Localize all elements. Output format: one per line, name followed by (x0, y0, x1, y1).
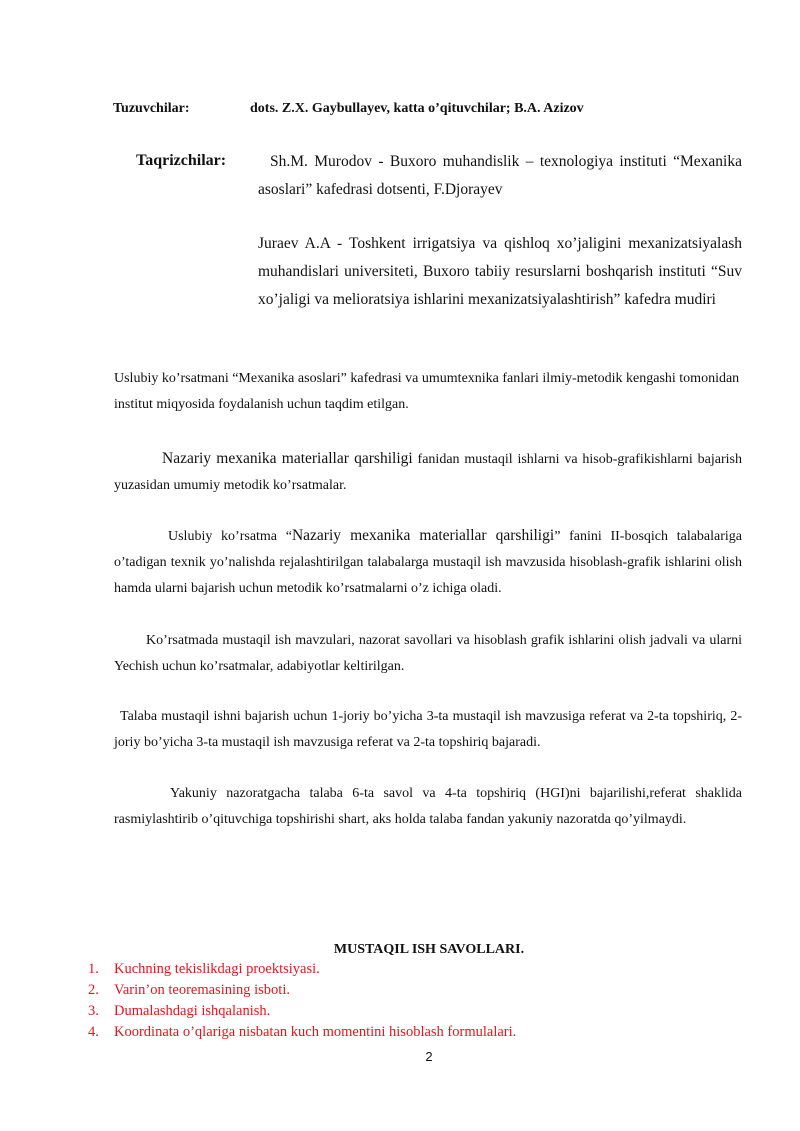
list-item-number: 3. (88, 1003, 99, 1019)
list-item-text: Varin’on teoremasining isboti. (114, 982, 290, 998)
reviewer-entry: Sh.M. Murodov - Buxoro muhandislik – texnologiya instituti “Mexanika asoslari” kafedrasi dotsenti, F.Djorayev (258, 153, 742, 198)
compilers-names: dots. Z.X. Gaybullayev, katta o’qituvchilar; B.A. Azizov (250, 101, 584, 116)
list-item (88, 1001, 748, 1022)
scope-paragraph (114, 523, 742, 602)
approval-paragraph: Uslubiy ko’rsatmani “Mexanika asoslari” kafedrasi va umumtexnika fanlari ilmiy-metodik kengashi tomonidan institut miqyosida foydalanish uchun taqdim etilgan. (114, 371, 740, 412)
content-paragraph: Ko’rsatmada mustaqil ish mavzulari, nazorat savollari va hisoblash grafik ishlarini olish jadvali va ularni Yechish uchun ko’rsatmalar, adabiyotlar keltirilgan. (114, 633, 742, 674)
title-paragraph (114, 446, 742, 499)
list-item-text: Koordinata o’qlariga nisbatan kuch momentini hisoblash formulalari. (114, 1024, 517, 1040)
subject-name: Nazariy mexanika materiallar qarshiligi (291, 527, 555, 544)
scope-paragraph-start: Uslubiy ko’rsatma “ (168, 529, 292, 544)
final-paragraph: Yakuniy nazoratgacha talaba 6-ta savol va 4-ta topshiriq (HGI)ni bajarilishi,referat shaklida rasmiylashtirib o’qituvchiga topshirishi shart, aks holda talaba fandan yakuniy nazoratda qo’yilmaydi. (114, 786, 742, 827)
list-item-text: Dumalashdagi ishqalanish. (114, 1003, 271, 1019)
list-item (88, 1022, 748, 1043)
reviewers-label: Taqrizchilar: (136, 152, 227, 169)
list-item-number: 4. (88, 1024, 99, 1040)
list-item (88, 959, 748, 980)
compilers-label: Tuzuvchilar: (113, 101, 190, 116)
subject-name: Nazariy mexanika materiallar qarshiligi (162, 450, 413, 467)
list-item-number: 2. (88, 982, 99, 998)
page-number: 2 (425, 1049, 433, 1064)
list-item-text: Kuchning tekislikdagi proektsiyasi. (114, 961, 320, 977)
title-paragraph-rest: fanidan mustaqil ishlarni va hisob-grafikishlarni bajarish yuzasidan umumiy metodik ko’rsatmalar. (114, 452, 742, 493)
list-item (88, 980, 748, 1001)
questions-list (88, 959, 748, 1043)
reviewer-entry: Juraev A.A - Toshkent irrigatsiya va qishloq xo’jaligini mexanizatsiyalash muhandislari universiteti, Buxoro tabiiy resurslarni boshqarish instituti “Suv xo’jaligi va melioratsiya ishlarini mexanizatsiyalashtirish” kafedra mudiri (258, 235, 742, 308)
section-title: MUSTAQIL ISH SAVOLLARI. (333, 942, 525, 957)
scope-paragraph-rest: ” fanini II-bosqich talabalariga o’tadigan texnik yo’nalishda rejalashtirilgan talabalarga mustaqil ish mavzusida hisoblash-grafik ishlarini olish hamda ularni bajarish uchun metodik ko’rsatmalarni o’z ichiga oladi. (114, 529, 743, 596)
requirement-paragraph: Talaba mustaqil ishni bajarish uchun 1-joriy bo’yicha 3-ta mustaqil ish mavzusiga referat va 2-ta topshiriq, 2-joriy bo’yicha 3-ta mustaqil ish mavzusiga referat va 2-ta topshiriq bajaradi. (114, 709, 742, 750)
list-item-number: 1. (88, 961, 99, 977)
